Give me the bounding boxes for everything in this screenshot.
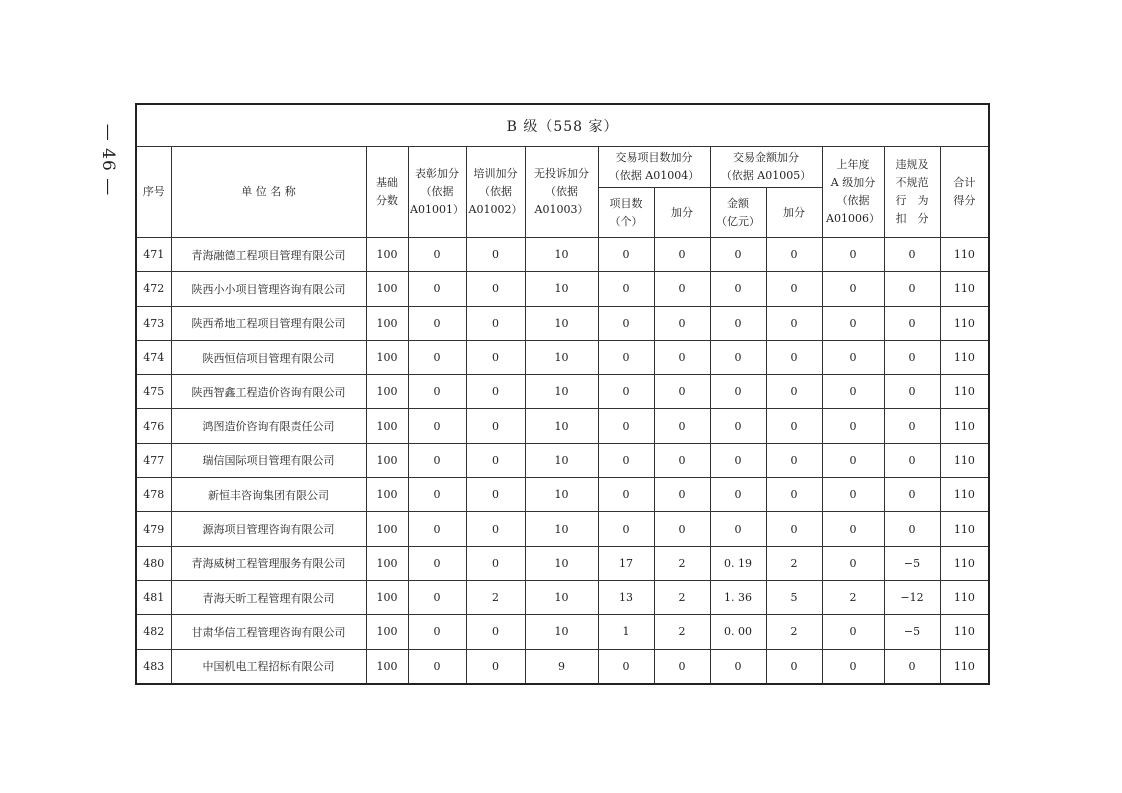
cell-no-complaint: 10 bbox=[525, 478, 598, 512]
header-trade-amount-group: 交易金额加分 （依据 A01005） bbox=[710, 147, 822, 188]
cell-base: 100 bbox=[366, 443, 408, 477]
cell-training: 0 bbox=[466, 478, 525, 512]
cell-trade-amount-value: 0. 19 bbox=[710, 546, 766, 580]
cell-trade-amount-bonus: 0 bbox=[766, 478, 822, 512]
cell-trade-count-items: 13 bbox=[598, 580, 654, 614]
cell-trade-count-bonus: 2 bbox=[654, 615, 710, 649]
cell-trade-count-items: 0 bbox=[598, 306, 654, 340]
cell-prev-year: 0 bbox=[822, 238, 884, 272]
table-row bbox=[136, 546, 989, 580]
cell-trade-count-items: 0 bbox=[598, 443, 654, 477]
cell-prev-year: 0 bbox=[822, 512, 884, 546]
cell-prev-year: 0 bbox=[822, 478, 884, 512]
cell-seq: 481 bbox=[136, 580, 171, 614]
cell-prev-year: 0 bbox=[822, 306, 884, 340]
cell-base: 100 bbox=[366, 546, 408, 580]
cell-no-complaint: 10 bbox=[525, 615, 598, 649]
cell-trade-count-bonus: 0 bbox=[654, 649, 710, 684]
cell-trade-amount-value: 0 bbox=[710, 375, 766, 409]
cell-trade-amount-bonus: 0 bbox=[766, 375, 822, 409]
cell-violation: −5 bbox=[884, 546, 940, 580]
cell-trade-count-bonus: 2 bbox=[654, 546, 710, 580]
cell-trade-count-bonus: 0 bbox=[654, 443, 710, 477]
cell-commend: 0 bbox=[408, 306, 466, 340]
table-row bbox=[136, 580, 989, 614]
cell-total: 110 bbox=[940, 306, 989, 340]
cell-total: 110 bbox=[940, 375, 989, 409]
cell-violation: 0 bbox=[884, 306, 940, 340]
table-title: B 级（558 家） bbox=[136, 104, 989, 147]
cell-violation: 0 bbox=[884, 340, 940, 374]
cell-prev-year: 0 bbox=[822, 340, 884, 374]
cell-commend: 0 bbox=[408, 546, 466, 580]
cell-commend: 0 bbox=[408, 409, 466, 443]
cell-trade-amount-bonus: 0 bbox=[766, 306, 822, 340]
cell-violation: 0 bbox=[884, 512, 940, 546]
cell-trade-amount-bonus: 0 bbox=[766, 272, 822, 306]
table-row bbox=[136, 375, 989, 409]
cell-trade-amount-value: 0. 00 bbox=[710, 615, 766, 649]
cell-trade-amount-bonus: 0 bbox=[766, 443, 822, 477]
table-row bbox=[136, 409, 989, 443]
cell-seq: 472 bbox=[136, 272, 171, 306]
cell-seq: 477 bbox=[136, 443, 171, 477]
cell-violation: 0 bbox=[884, 443, 940, 477]
cell-no-complaint: 10 bbox=[525, 512, 598, 546]
grade-table bbox=[135, 103, 990, 685]
cell-trade-count-bonus: 0 bbox=[654, 478, 710, 512]
cell-trade-count-bonus: 0 bbox=[654, 375, 710, 409]
cell-trade-amount-value: 0 bbox=[710, 340, 766, 374]
table-row bbox=[136, 272, 989, 306]
cell-base: 100 bbox=[366, 306, 408, 340]
cell-violation: 0 bbox=[884, 409, 940, 443]
cell-trade-count-items: 0 bbox=[598, 649, 654, 684]
cell-trade-count-bonus: 0 bbox=[654, 340, 710, 374]
cell-prev-year: 0 bbox=[822, 615, 884, 649]
header-training: 培训加分 （依据 A01002） bbox=[466, 147, 525, 238]
cell-commend: 0 bbox=[408, 443, 466, 477]
cell-name: 新恒丰咨询集团有限公司 bbox=[171, 478, 366, 512]
cell-total: 110 bbox=[940, 443, 989, 477]
table-row bbox=[136, 478, 989, 512]
header-no-complaint: 无投诉加分 （依据 A01003） bbox=[525, 147, 598, 238]
cell-trade-count-items: 0 bbox=[598, 478, 654, 512]
cell-prev-year: 0 bbox=[822, 409, 884, 443]
cell-total: 110 bbox=[940, 272, 989, 306]
cell-trade-count-items: 0 bbox=[598, 340, 654, 374]
cell-total: 110 bbox=[940, 512, 989, 546]
header-trade-count-group: 交易项目数加分 （依据 A01004） bbox=[598, 147, 710, 188]
header-name: 单 位 名 称 bbox=[171, 147, 366, 238]
cell-no-complaint: 9 bbox=[525, 649, 598, 684]
cell-prev-year: 0 bbox=[822, 546, 884, 580]
cell-trade-amount-bonus: 0 bbox=[766, 409, 822, 443]
cell-trade-count-items: 17 bbox=[598, 546, 654, 580]
cell-total: 110 bbox=[940, 478, 989, 512]
cell-seq: 476 bbox=[136, 409, 171, 443]
table-row bbox=[136, 649, 989, 684]
cell-base: 100 bbox=[366, 580, 408, 614]
cell-trade-amount-bonus: 2 bbox=[766, 615, 822, 649]
cell-training: 0 bbox=[466, 409, 525, 443]
cell-base: 100 bbox=[366, 478, 408, 512]
cell-base: 100 bbox=[366, 238, 408, 272]
cell-total: 110 bbox=[940, 238, 989, 272]
cell-trade-count-bonus: 0 bbox=[654, 272, 710, 306]
cell-seq: 475 bbox=[136, 375, 171, 409]
table-row bbox=[136, 512, 989, 546]
cell-name: 青海天昕工程管理有限公司 bbox=[171, 580, 366, 614]
cell-seq: 471 bbox=[136, 238, 171, 272]
cell-base: 100 bbox=[366, 615, 408, 649]
cell-name: 甘肃华信工程管理咨询有限公司 bbox=[171, 615, 366, 649]
cell-total: 110 bbox=[940, 340, 989, 374]
cell-training: 0 bbox=[466, 649, 525, 684]
cell-commend: 0 bbox=[408, 272, 466, 306]
cell-violation: 0 bbox=[884, 272, 940, 306]
table-row bbox=[136, 340, 989, 374]
cell-name: 鸿图造价咨询有限责任公司 bbox=[171, 409, 366, 443]
cell-base: 100 bbox=[366, 340, 408, 374]
cell-training: 0 bbox=[466, 443, 525, 477]
header-trade-amount-bonus: 加分 bbox=[766, 188, 822, 238]
cell-commend: 0 bbox=[408, 512, 466, 546]
cell-no-complaint: 10 bbox=[525, 443, 598, 477]
cell-training: 0 bbox=[466, 238, 525, 272]
cell-trade-count-items: 0 bbox=[598, 375, 654, 409]
cell-commend: 0 bbox=[408, 580, 466, 614]
cell-violation: 0 bbox=[884, 649, 940, 684]
cell-prev-year: 0 bbox=[822, 375, 884, 409]
cell-total: 110 bbox=[940, 409, 989, 443]
cell-violation: 0 bbox=[884, 478, 940, 512]
cell-no-complaint: 10 bbox=[525, 580, 598, 614]
cell-total: 110 bbox=[940, 546, 989, 580]
header-commend: 表彰加分 （依据 A01001） bbox=[408, 147, 466, 238]
table-body bbox=[136, 238, 989, 684]
cell-no-complaint: 10 bbox=[525, 546, 598, 580]
cell-violation: 0 bbox=[884, 375, 940, 409]
cell-trade-amount-value: 1. 36 bbox=[710, 580, 766, 614]
cell-seq: 473 bbox=[136, 306, 171, 340]
cell-name: 源海项目管理咨询有限公司 bbox=[171, 512, 366, 546]
cell-trade-count-items: 1 bbox=[598, 615, 654, 649]
header-trade-count-items: 项目数 （个） bbox=[598, 188, 654, 238]
cell-base: 100 bbox=[366, 649, 408, 684]
cell-violation: −5 bbox=[884, 615, 940, 649]
cell-trade-count-items: 0 bbox=[598, 238, 654, 272]
header-total: 合计 得分 bbox=[940, 147, 989, 238]
cell-seq: 479 bbox=[136, 512, 171, 546]
cell-training: 0 bbox=[466, 272, 525, 306]
cell-trade-count-bonus: 0 bbox=[654, 306, 710, 340]
cell-no-complaint: 10 bbox=[525, 340, 598, 374]
cell-seq: 474 bbox=[136, 340, 171, 374]
header-prev-year: 上年度 A 级加分 （依据 A01006） bbox=[822, 147, 884, 238]
table-row bbox=[136, 238, 989, 272]
cell-trade-amount-value: 0 bbox=[710, 306, 766, 340]
cell-no-complaint: 10 bbox=[525, 375, 598, 409]
cell-seq: 478 bbox=[136, 478, 171, 512]
cell-name: 陕西希地工程项目管理有限公司 bbox=[171, 306, 366, 340]
cell-trade-amount-value: 0 bbox=[710, 478, 766, 512]
cell-no-complaint: 10 bbox=[525, 238, 598, 272]
cell-no-complaint: 10 bbox=[525, 409, 598, 443]
cell-trade-amount-value: 0 bbox=[710, 272, 766, 306]
cell-name: 瑞信国际项目管理有限公司 bbox=[171, 443, 366, 477]
header-trade-count-bonus: 加分 bbox=[654, 188, 710, 238]
cell-trade-count-bonus: 0 bbox=[654, 238, 710, 272]
cell-trade-amount-bonus: 0 bbox=[766, 512, 822, 546]
cell-prev-year: 0 bbox=[822, 649, 884, 684]
cell-name: 陕西恒信项目管理有限公司 bbox=[171, 340, 366, 374]
cell-training: 0 bbox=[466, 512, 525, 546]
cell-trade-amount-value: 0 bbox=[710, 512, 766, 546]
cell-trade-amount-bonus: 2 bbox=[766, 546, 822, 580]
cell-commend: 0 bbox=[408, 375, 466, 409]
cell-trade-count-bonus: 0 bbox=[654, 409, 710, 443]
cell-trade-amount-value: 0 bbox=[710, 649, 766, 684]
header-violation: 违规及 不规范 行 为 扣 分 bbox=[884, 147, 940, 238]
cell-trade-amount-bonus: 0 bbox=[766, 238, 822, 272]
cell-training: 0 bbox=[466, 375, 525, 409]
header-base: 基础 分数 bbox=[366, 147, 408, 238]
table-row bbox=[136, 615, 989, 649]
header-trade-amount-value: 金额 （亿元） bbox=[710, 188, 766, 238]
cell-name: 青海融德工程项目管理有限公司 bbox=[171, 238, 366, 272]
cell-commend: 0 bbox=[408, 615, 466, 649]
cell-training: 0 bbox=[466, 615, 525, 649]
cell-prev-year: 0 bbox=[822, 272, 884, 306]
cell-name: 陕西小小项目管理咨询有限公司 bbox=[171, 272, 366, 306]
cell-trade-count-bonus: 2 bbox=[654, 580, 710, 614]
cell-trade-count-bonus: 0 bbox=[654, 512, 710, 546]
cell-prev-year: 0 bbox=[822, 443, 884, 477]
cell-training: 0 bbox=[466, 546, 525, 580]
cell-trade-count-items: 0 bbox=[598, 512, 654, 546]
cell-no-complaint: 10 bbox=[525, 306, 598, 340]
cell-seq: 480 bbox=[136, 546, 171, 580]
cell-name: 陕西智鑫工程造价咨询有限公司 bbox=[171, 375, 366, 409]
cell-base: 100 bbox=[366, 409, 408, 443]
header-seq: 序号 bbox=[136, 147, 171, 238]
cell-base: 100 bbox=[366, 375, 408, 409]
cell-base: 100 bbox=[366, 512, 408, 546]
cell-no-complaint: 10 bbox=[525, 272, 598, 306]
cell-commend: 0 bbox=[408, 649, 466, 684]
cell-trade-amount-value: 0 bbox=[710, 443, 766, 477]
cell-prev-year: 2 bbox=[822, 580, 884, 614]
cell-total: 110 bbox=[940, 580, 989, 614]
cell-trade-count-items: 0 bbox=[598, 272, 654, 306]
cell-total: 110 bbox=[940, 615, 989, 649]
cell-commend: 0 bbox=[408, 478, 466, 512]
cell-commend: 0 bbox=[408, 340, 466, 374]
page-number: — 46 — bbox=[98, 123, 118, 197]
cell-base: 100 bbox=[366, 272, 408, 306]
cell-training: 2 bbox=[466, 580, 525, 614]
cell-trade-amount-bonus: 0 bbox=[766, 340, 822, 374]
cell-name: 中国机电工程招标有限公司 bbox=[171, 649, 366, 684]
cell-seq: 482 bbox=[136, 615, 171, 649]
cell-trade-amount-bonus: 5 bbox=[766, 580, 822, 614]
cell-training: 0 bbox=[466, 340, 525, 374]
cell-trade-amount-value: 0 bbox=[710, 409, 766, 443]
cell-name: 青海威树工程管理服务有限公司 bbox=[171, 546, 366, 580]
cell-trade-amount-bonus: 0 bbox=[766, 649, 822, 684]
cell-violation: 0 bbox=[884, 238, 940, 272]
cell-commend: 0 bbox=[408, 238, 466, 272]
cell-trade-count-items: 0 bbox=[598, 409, 654, 443]
cell-seq: 483 bbox=[136, 649, 171, 684]
table-row bbox=[136, 306, 989, 340]
cell-trade-amount-value: 0 bbox=[710, 238, 766, 272]
table-row bbox=[136, 443, 989, 477]
cell-training: 0 bbox=[466, 306, 525, 340]
cell-total: 110 bbox=[940, 649, 989, 684]
cell-violation: −12 bbox=[884, 580, 940, 614]
